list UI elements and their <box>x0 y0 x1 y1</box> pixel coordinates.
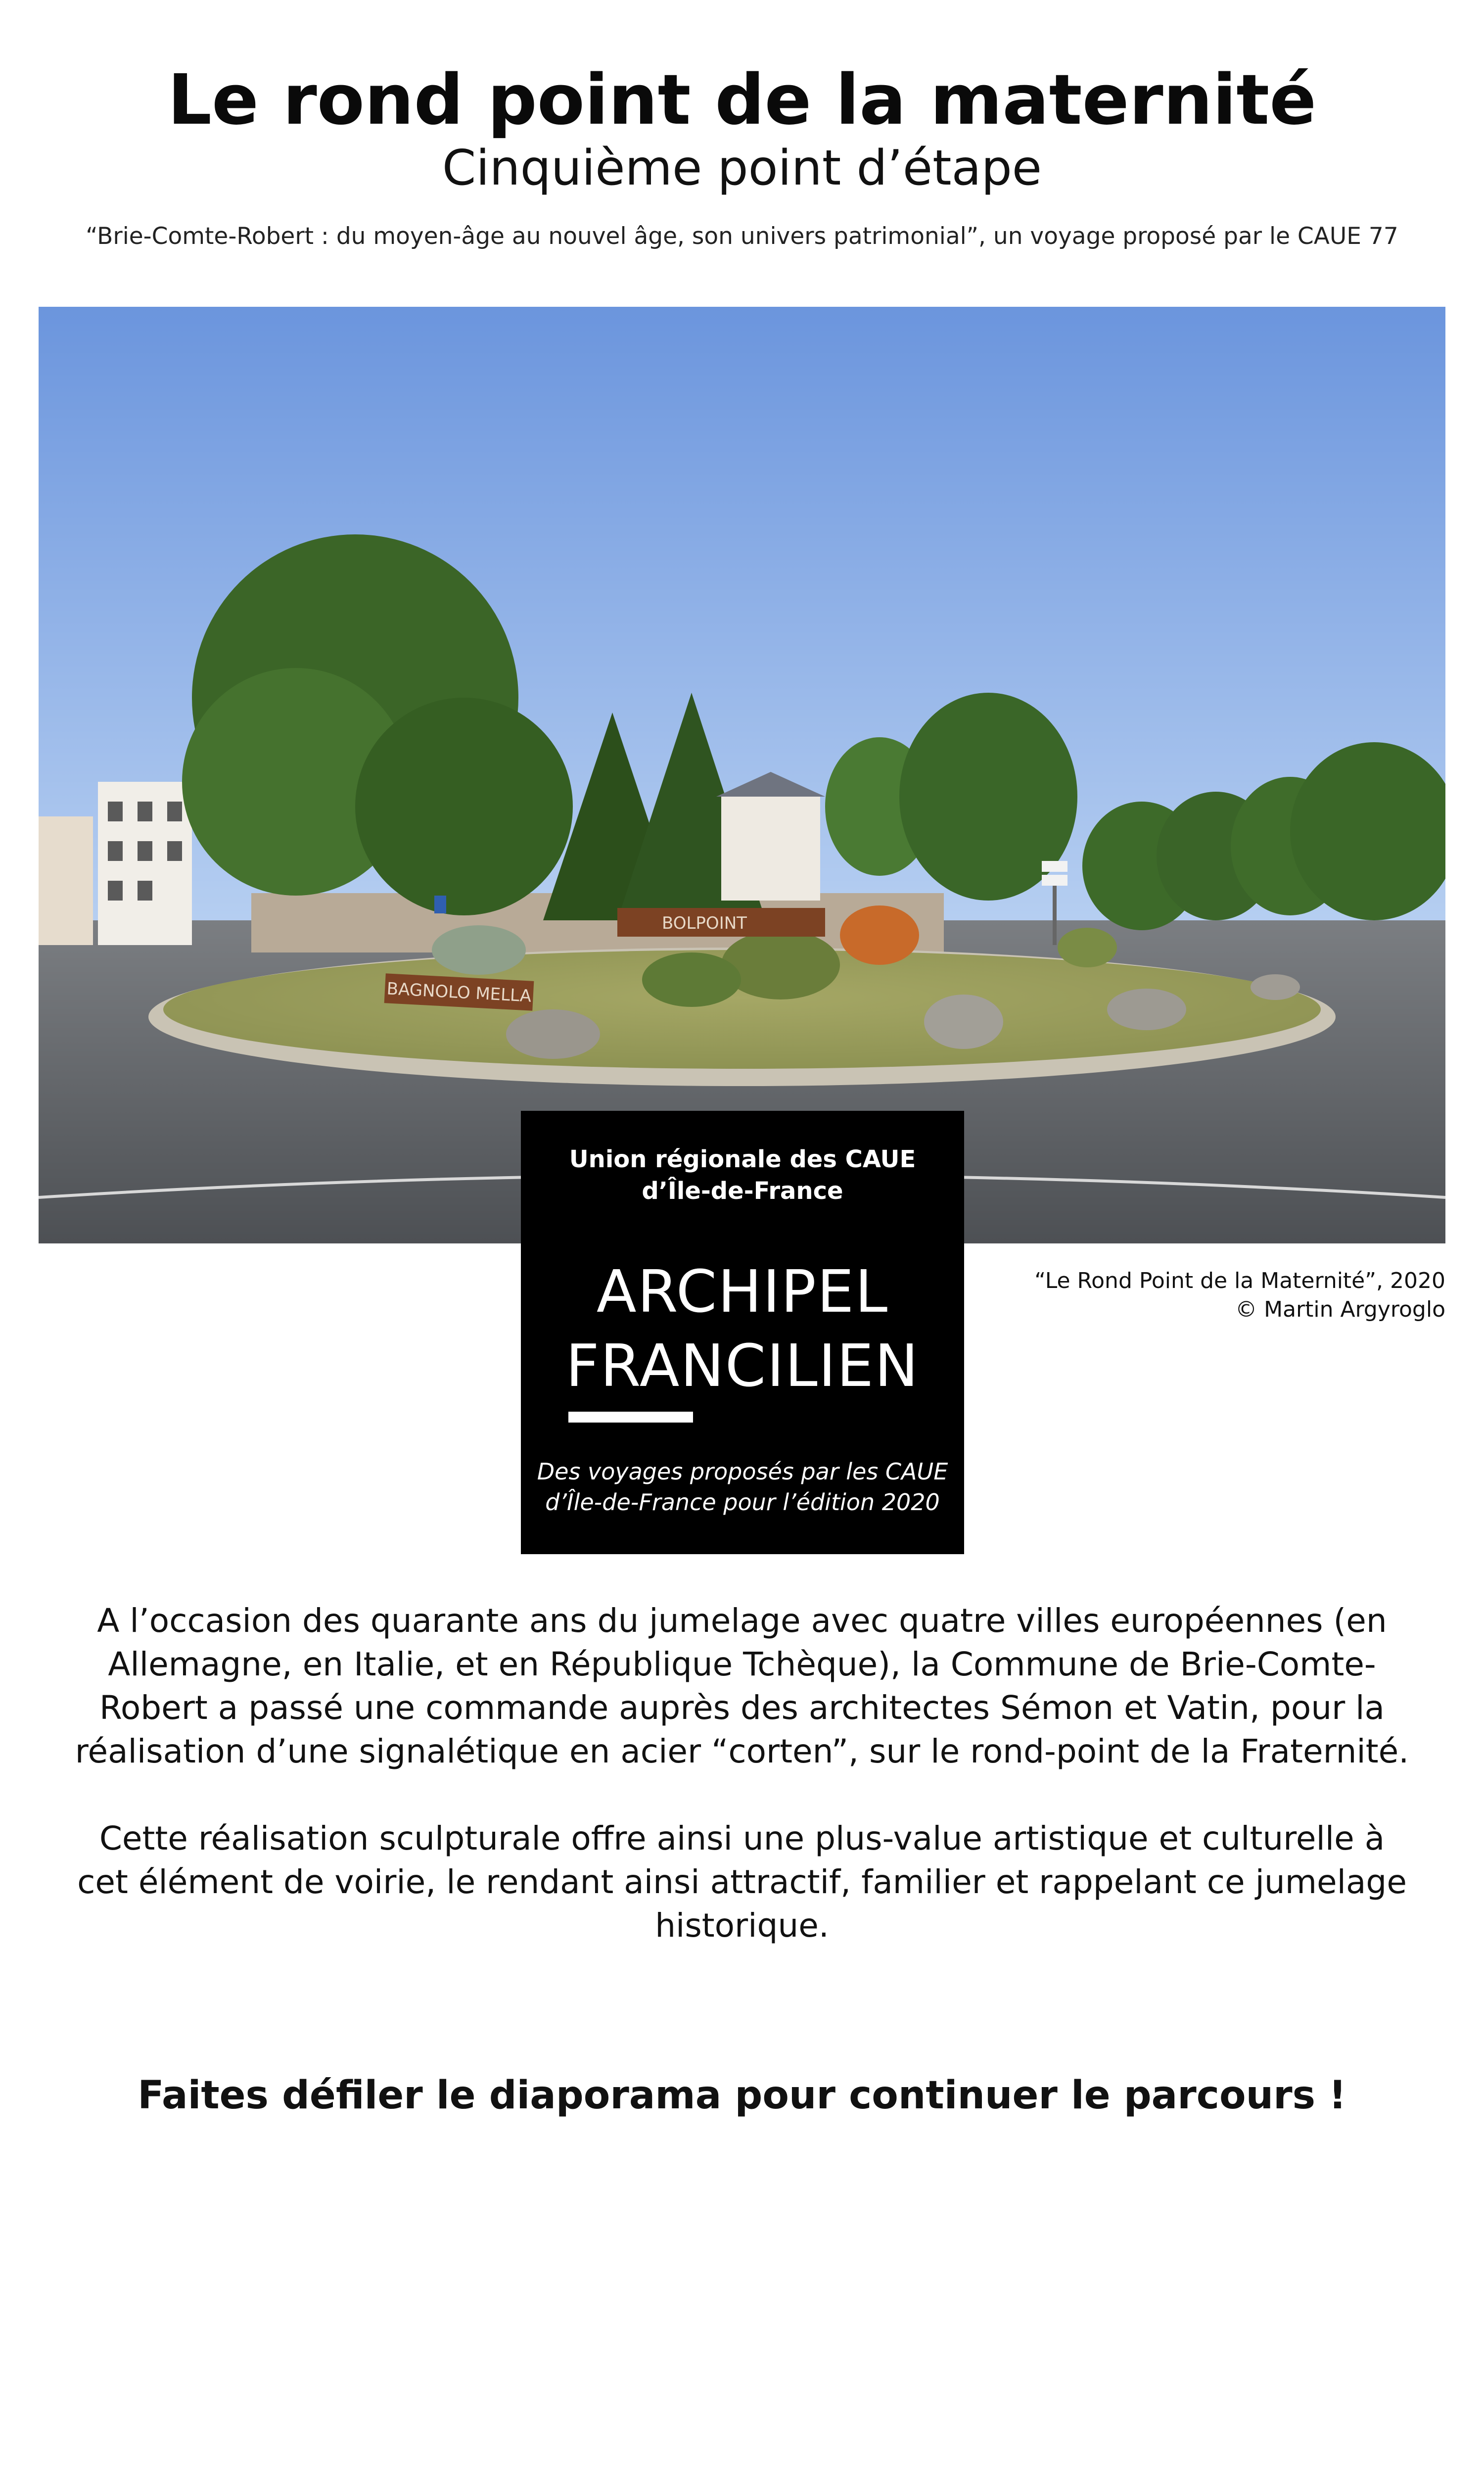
photo-caption <box>951 1267 1445 1324</box>
corten-sign-back <box>617 908 825 937</box>
paragraph: A l’occasion des quarante ans du jumelage avec quatre villes européennes (en Allemagne, en Italie, et en République Tchèque), la Commune de Brie-Comte-Robert a passé une commande auprès des architectes Sémon et Vatin, pour la réalisation d’une signalétique en acier “corten”, sur le rond-point de la Fraternité. <box>75 1602 1409 1770</box>
sign-text: BAGNOLO MELLA <box>386 979 532 1006</box>
badge-tagline: Des voyages proposés par les CAUE d’Île-de-France pour l’édition 2020 <box>537 1458 948 1516</box>
badge-organization: Union régionale des CAUE d’Île-de-France <box>569 1145 916 1205</box>
sign-text: BOLPOINT <box>662 913 747 933</box>
page-title: Le rond point de la maternité <box>167 60 1317 141</box>
slideshow-cta: Faites défiler le diaporama pour continuer le parcours ! <box>138 2073 1346 2118</box>
badge-divider <box>568 1412 693 1423</box>
source-line: “Brie-Comte-Robert : du moyen-âge au nouvel âge, son univers patrimonial”, un voyage proposé par le CAUE 77 <box>86 223 1398 250</box>
paragraph: Cette réalisation sculpturale offre ainsi une plus-value artistique et culturelle à cet élément de voirie, le rendant ainsi attractif, familier et rappelant ce jumelage historique. <box>77 1819 1407 1945</box>
caption-copyright: © Martin Argyroglo <box>1235 1297 1445 1322</box>
body-text <box>74 1599 1410 1991</box>
caption-title: “Le Rond Point de la Maternité”, 2020 <box>1034 1268 1445 1293</box>
roundabout-photo <box>39 307 1445 1243</box>
page-subtitle: Cinquième point d’étape <box>442 140 1042 196</box>
archipel-badge <box>521 1111 964 1554</box>
badge-title: ARCHIPEL FRANCILIEN <box>565 1257 920 1400</box>
